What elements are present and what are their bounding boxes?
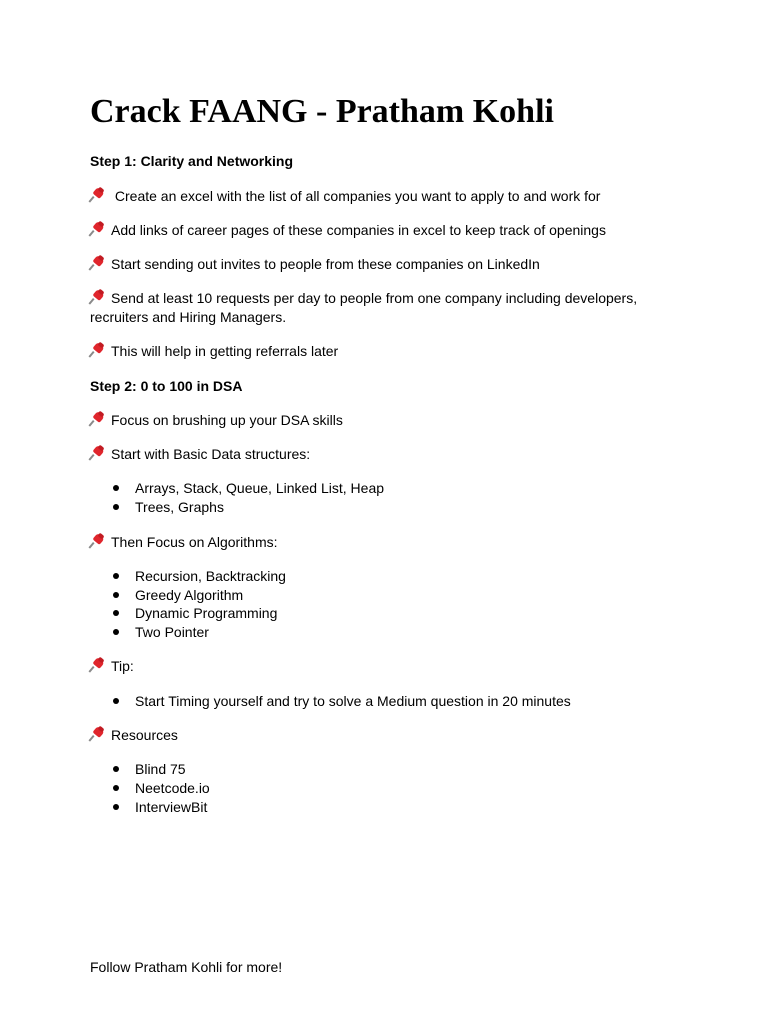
list-item-text: Neetcode.io	[135, 780, 210, 796]
step1-item-text: Add links of career pages of these companies in excel to keep track of openings	[111, 222, 606, 238]
list-item	[113, 586, 243, 605]
tip-label-text: Tip:	[111, 658, 134, 674]
step1-item	[90, 342, 650, 361]
tip-label	[90, 657, 650, 676]
pushpin-icon	[90, 534, 105, 549]
data-structures-label-text: Start with Basic Data structures:	[111, 446, 311, 462]
list-item	[113, 692, 571, 711]
list-item-text: Blind 75	[135, 761, 186, 777]
data-structures-label	[90, 445, 650, 464]
bullet-dot-icon	[113, 592, 119, 598]
pushpin-icon	[90, 658, 105, 673]
pushpin-icon	[90, 343, 105, 358]
bullet-dot-icon	[113, 766, 119, 772]
pushpin-icon	[90, 222, 105, 237]
footer-note: Follow Pratham Kohli for more!	[90, 959, 283, 975]
pushpin-icon	[90, 256, 105, 271]
list-item	[113, 479, 384, 498]
resources-label-text: Resources	[111, 727, 178, 743]
step1-item-text: Start sending out invites to people from these companies on LinkedIn	[111, 256, 540, 272]
bullet-dot-icon	[113, 698, 119, 704]
bullet-dot-icon	[113, 573, 119, 579]
step1-item	[90, 187, 650, 206]
step1-heading: Step 1: Clarity and Networking	[90, 153, 294, 169]
bullet-dot-icon	[113, 504, 119, 510]
list-item-text: Dynamic Programming	[135, 605, 278, 621]
pushpin-icon	[90, 188, 105, 203]
pushpin-icon	[90, 412, 105, 427]
bullet-dot-icon	[113, 785, 119, 791]
step1-item	[90, 221, 650, 240]
resources-label	[90, 726, 650, 745]
list-item-text: Two Pointer	[135, 624, 209, 640]
list-item	[113, 567, 286, 586]
list-item-text: Greedy Algorithm	[135, 587, 244, 603]
step1-item-text: This will help in getting referrals later	[111, 343, 339, 359]
bullet-dot-icon	[113, 629, 119, 635]
list-item-text: Arrays, Stack, Queue, Linked List, Heap	[135, 480, 385, 496]
step1-item	[90, 255, 650, 274]
list-item-text: InterviewBit	[135, 799, 208, 815]
list-item-text: Recursion, Backtracking	[135, 568, 286, 584]
step1-item-text: Create an excel with the list of all companies you want to apply to and work for	[111, 188, 601, 204]
pushpin-icon	[90, 727, 105, 742]
list-item	[113, 498, 224, 517]
document-title: Crack FAANG - Pratham Kohli	[90, 93, 554, 130]
list-item	[113, 779, 210, 798]
list-item	[113, 798, 207, 817]
algorithms-label	[90, 533, 650, 552]
bullet-dot-icon	[113, 804, 119, 810]
list-item	[113, 623, 209, 642]
step2-heading: Step 2: 0 to 100 in DSA	[90, 378, 243, 394]
step2-focus	[90, 411, 650, 430]
list-item	[113, 604, 277, 623]
step2-focus-text: Focus on brushing up your DSA skills	[111, 412, 343, 428]
step1-item	[90, 289, 650, 326]
pushpin-icon	[90, 446, 105, 461]
pushpin-icon	[90, 290, 105, 305]
algorithms-label-text: Then Focus on Algorithms:	[111, 534, 278, 550]
list-item-text: Trees, Graphs	[135, 499, 224, 515]
list-item-text: Start Timing yourself and try to solve a Medium question in 20 minutes	[135, 693, 571, 709]
bullet-dot-icon	[113, 610, 119, 616]
list-item	[113, 760, 186, 779]
bullet-dot-icon	[113, 485, 119, 491]
step1-item-text: Send at least 10 requests per day to people from one company including developers, recruiters and Hiring Managers.	[90, 290, 638, 325]
